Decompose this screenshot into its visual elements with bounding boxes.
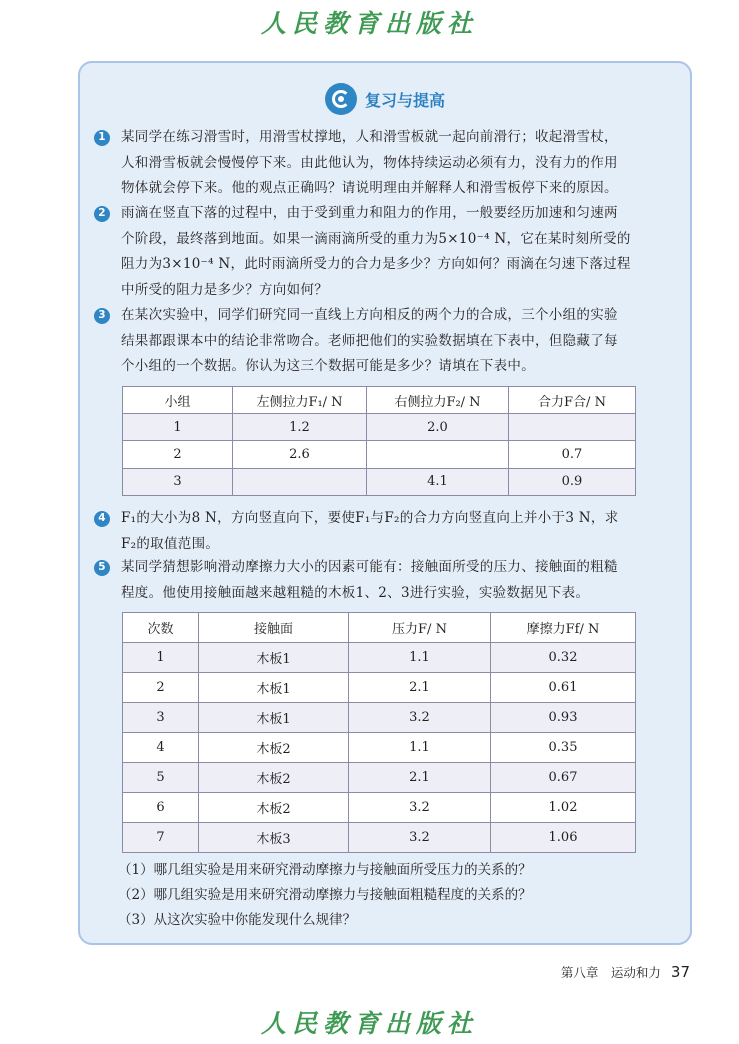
question-4 bbox=[96, 506, 676, 557]
table-cell: 1.1 bbox=[349, 643, 491, 673]
question-line: 在某次实验中，同学们研究同一直线上方向相反的两个力的合成，三个小组的实验 bbox=[121, 307, 618, 323]
table-cell: 3 bbox=[123, 703, 199, 733]
table-cell: 1 bbox=[123, 643, 199, 673]
table-cell: 2.0 bbox=[367, 414, 509, 441]
question-line: F₁的大小为8 N，方向竖直向下，要使F₁与F₂的合力方向竖直向上并小于3 N，求 bbox=[121, 510, 619, 526]
question-line: 程度。他使用接触面越来越粗糙的木板1、2、3进行实验，实验数据见下表。 bbox=[121, 584, 590, 601]
column-header: 摩擦力Ff/ N bbox=[491, 613, 636, 643]
question-line: 物体就会停下来。他的观点正确吗？请说明理由并解释人和滑雪板停下来的原因。 bbox=[121, 180, 618, 196]
table-row bbox=[123, 643, 636, 673]
table-row bbox=[123, 673, 636, 703]
question-number-badge: 2 bbox=[94, 206, 110, 222]
table-cell: 2.1 bbox=[349, 673, 491, 703]
table-cell: 0.9 bbox=[509, 468, 636, 495]
table-cell: 6 bbox=[123, 793, 199, 823]
table-row bbox=[123, 733, 636, 763]
table-cell: 3.2 bbox=[349, 703, 491, 733]
panel-header bbox=[80, 81, 690, 117]
column-header: 合力F合/ N bbox=[509, 387, 636, 414]
subquestion-1: （1）哪几组实验是用来研究滑动摩擦力与接触面所受压力的关系的？ bbox=[118, 862, 532, 878]
question-line: 某同学在练习滑雪时，用滑雪杖撑地，人和滑雪板就一起向前滑行；收起滑雪杖， bbox=[121, 129, 618, 145]
table-cell: 木板2 bbox=[199, 763, 349, 793]
table-cell: 1.02 bbox=[491, 793, 636, 823]
question-number-badge: 5 bbox=[94, 560, 110, 576]
table-cell: 3 bbox=[123, 468, 233, 495]
table-cell: 0.32 bbox=[491, 643, 636, 673]
table-row bbox=[123, 703, 636, 733]
table-row bbox=[123, 763, 636, 793]
table-header-row bbox=[123, 387, 636, 414]
table-cell: 木板1 bbox=[199, 643, 349, 673]
question-1 bbox=[96, 125, 676, 202]
panel-title: 复习与提高 bbox=[364, 90, 445, 110]
subquestion-3: （3）从这次实验中你能发现什么规律？ bbox=[118, 912, 357, 928]
table-cell: 1.1 bbox=[349, 733, 491, 763]
page-footer bbox=[530, 963, 690, 981]
question-line: 中所受的阻力是多少？方向如何？ bbox=[121, 281, 328, 298]
question-line: F₂的取值范围。 bbox=[121, 535, 220, 552]
question-number-badge: 4 bbox=[94, 511, 110, 527]
column-header: 压力F/ N bbox=[349, 613, 491, 643]
subquestion-2: （2）哪几组实验是用来研究滑动摩擦力与接触面粗糙程度的关系的？ bbox=[118, 887, 532, 903]
publisher-watermark-bottom: 人民教育出版社 bbox=[260, 1009, 478, 1038]
table-cell-blank[interactable] bbox=[367, 441, 509, 468]
table-cell: 木板1 bbox=[199, 703, 349, 733]
column-header: 接触面 bbox=[199, 613, 349, 643]
table-cell: 1 bbox=[123, 414, 233, 441]
column-header: 次数 bbox=[123, 613, 199, 643]
question-5 bbox=[96, 555, 676, 606]
question-line: 个小组的一个数据。你认为这三个数据可能是多少？请填在下表中。 bbox=[121, 358, 535, 374]
column-header: 左侧拉力F₁/ N bbox=[233, 387, 367, 414]
column-header: 小组 bbox=[123, 387, 233, 414]
table-row bbox=[123, 468, 636, 495]
table-cell: 0.35 bbox=[491, 733, 636, 763]
table-cell: 2 bbox=[123, 673, 199, 703]
table-cell: 3.2 bbox=[349, 823, 491, 853]
table-cell: 4 bbox=[123, 733, 199, 763]
table-row bbox=[123, 414, 636, 441]
table-cell: 0.67 bbox=[491, 763, 636, 793]
table-cell: 木板2 bbox=[199, 793, 349, 823]
table-cell: 1.06 bbox=[491, 823, 636, 853]
question-2 bbox=[96, 201, 676, 303]
table-cell: 0.61 bbox=[491, 673, 636, 703]
question-line: 阻力为3×10⁻⁴ N，此时雨滴所受力的合力是多少？方向如何？雨滴在匀速下落过程 bbox=[121, 256, 631, 272]
question-line: 某同学猜想影响滑动摩擦力大小的因素可能有：接触面所受的压力、接触面的粗糙 bbox=[121, 559, 618, 575]
table-cell: 7 bbox=[123, 823, 199, 853]
question-line: 雨滴在竖直下落的过程中，由于受到重力和阻力的作用，一般要经历加速和匀速两 bbox=[121, 205, 618, 221]
table-cell: 0.7 bbox=[509, 441, 636, 468]
question-line: 结果都跟课本中的结论非常吻合。老师把他们的实验数据填在下表中，但隐藏了每 bbox=[121, 332, 618, 349]
table-cell-blank[interactable] bbox=[233, 468, 367, 495]
table-header-row bbox=[123, 613, 636, 643]
table-cell-blank[interactable] bbox=[509, 414, 636, 441]
publisher-watermark-top: 人民教育出版社 bbox=[260, 9, 478, 38]
table-row bbox=[123, 793, 636, 823]
table-cell: 木板2 bbox=[199, 733, 349, 763]
table-row bbox=[123, 441, 636, 468]
review-icon bbox=[325, 83, 357, 115]
question-line: 人和滑雪板就会慢慢停下来。由此他认为，物体持续运动必须有力，没有力的作用 bbox=[121, 154, 618, 171]
table-cell: 4.1 bbox=[367, 468, 509, 495]
question-3 bbox=[96, 303, 676, 380]
table-cell: 3.2 bbox=[349, 793, 491, 823]
table-cell: 2.1 bbox=[349, 763, 491, 793]
question-number-badge: 3 bbox=[94, 308, 110, 324]
table-cell: 1.2 bbox=[233, 414, 367, 441]
table-row bbox=[123, 823, 636, 853]
friction-table bbox=[122, 612, 636, 853]
forces-table bbox=[122, 386, 636, 496]
table-cell: 木板3 bbox=[199, 823, 349, 853]
table-cell: 2.6 bbox=[233, 441, 367, 468]
table-cell: 2 bbox=[123, 441, 233, 468]
page-number: 37 bbox=[670, 963, 690, 981]
table-cell: 木板1 bbox=[199, 673, 349, 703]
question-number-badge: 1 bbox=[94, 130, 110, 146]
chapter-label: 第八章 运动和力 bbox=[560, 965, 661, 980]
table-cell: 5 bbox=[123, 763, 199, 793]
table-cell: 0.93 bbox=[491, 703, 636, 733]
column-header: 右侧拉力F₂/ N bbox=[367, 387, 509, 414]
question-line: 个阶段，最终落到地面。如果一滴雨滴所受的重力为5×10⁻⁴ N，它在某时刻所受的 bbox=[121, 230, 631, 247]
